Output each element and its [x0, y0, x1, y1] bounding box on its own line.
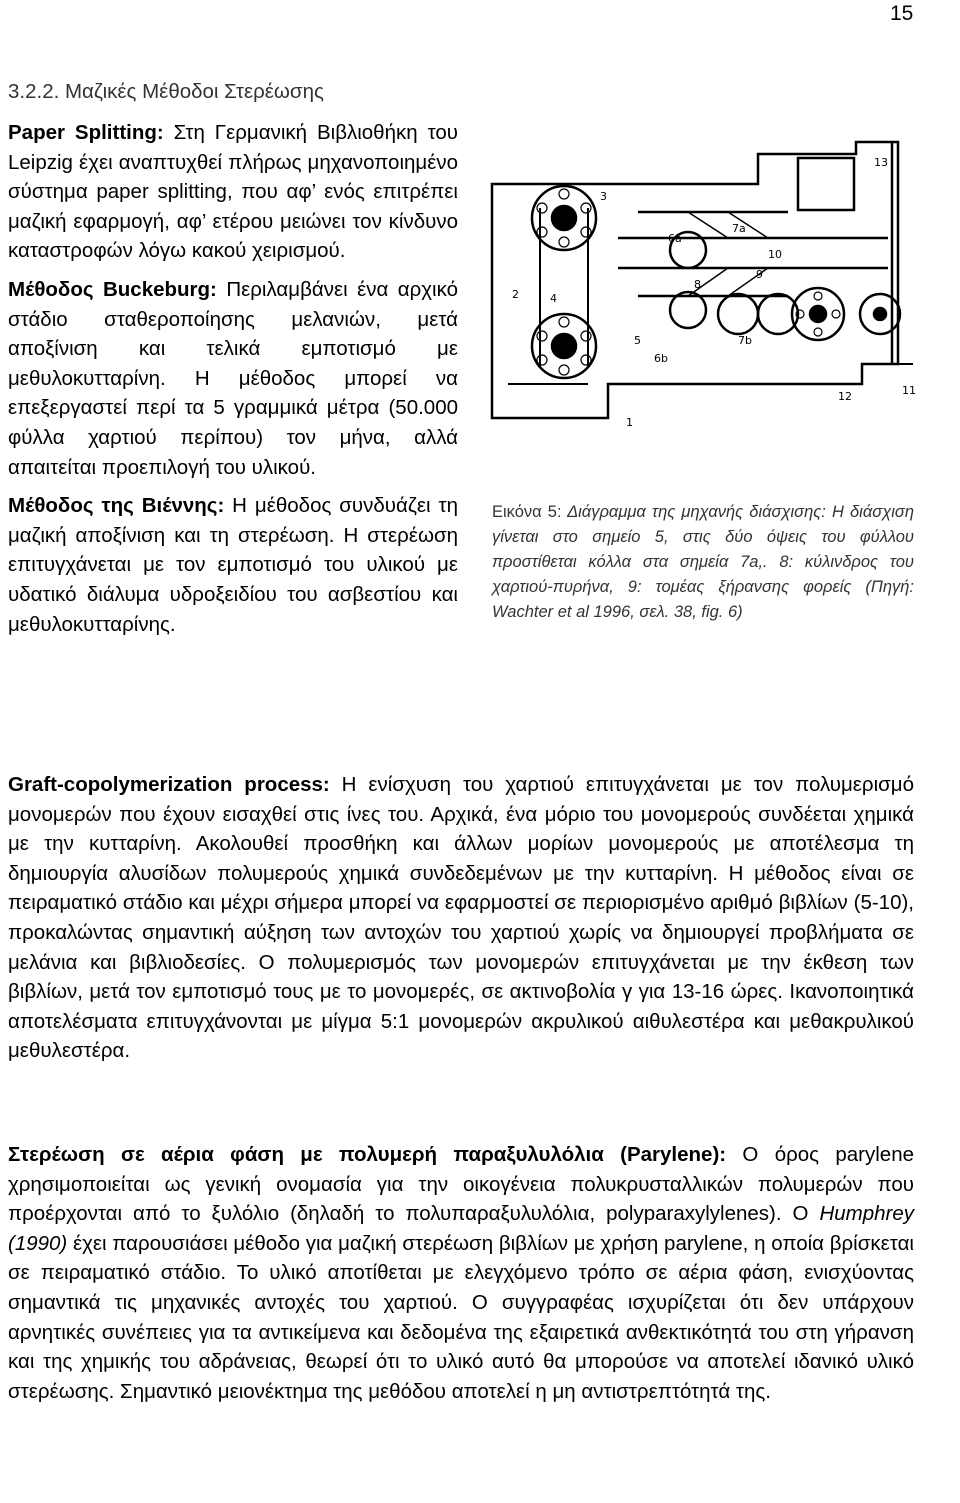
text-vienna: Η μέθοδος συνδυάζει τη μαζική αποξίνιση και τη στερέωση. Η στερέωση επιτυγχάνεται με τον εμποτισμό του υλικού με υδατικό διάλυμα υδροξειδίου του ασβεστίου και μεθυλοκυτταρίνης. [8, 494, 458, 636]
text-parylene-b: έχει παρουσιάσει μέθοδο για μαζική στερέωση βιβλίων με χρήση parylene, η οποία βρίσκεται σε πειραματικό στάδιο. Το υλικό αποτίθεται με ελεγχόμενο τρόπο σε αέρια φάση, ενισχύοντας σημαντικά τις μηχανικές αντοχές του χαρτιού. Ο συγγραφέας ισχυρίζεται ότι δεν υπάρχουν αρνητικές συνέπειες για τα αντικείμενα και δεδομένα της εξαιρετικά ανθεκτικότητά του στη γήρανση και της χημικής του αδράνειας, θεωρεί ότι το υλικό αυτό θα μπορούσε να αποτελεί ιδανικό υλικό στερέωσης. Σημαντικό μειονέκτημα της μεθόδου αποτελεί η μη αντιστρεπτότητά της. [8, 1231, 914, 1403]
parylene-section [8, 1140, 914, 1406]
text-buckeburg: Περιλαμβάνει ένα αρχικό στάδιο σταθεροποίησης μελανιών, μετά αποξίνιση και τελικά εμποτισμό με μεθυλοκυτταρίνη. Η μέθοδος μπορεί να επεξεργαστεί περί τα 5 γραμμικά μέτρα (50.000 φύλλα χαρτιού περίπου) τον μήνα, αλλά απαιτείται προεπιλογή του υλικού. [8, 277, 459, 479]
term-paper-splitting: Paper Splitting: [8, 121, 164, 144]
label-4: 4 [550, 292, 557, 305]
paragraph-parylene [8, 1140, 914, 1406]
page-number: 15 [890, 2, 914, 25]
caption-label: Εικόνα 5: [492, 503, 562, 521]
paragraph-vienna [8, 491, 458, 639]
label-7a: 7a [732, 222, 746, 235]
paragraph-paper-splitting [8, 118, 458, 266]
drying-box [798, 158, 854, 210]
figure-caption [492, 500, 914, 625]
label-1: 1 [626, 416, 633, 429]
label-3: 3 [600, 190, 607, 203]
label-6b: 6b [654, 352, 668, 365]
author-humphrey: Humphrey (1990) [8, 1202, 914, 1255]
paragraph-graft [8, 770, 914, 1066]
label-9: 9 [756, 268, 763, 281]
label-5: 5 [634, 334, 641, 347]
label-13: 13 [874, 156, 888, 169]
label-12: 12 [838, 390, 852, 403]
machine-diagram [488, 138, 920, 438]
term-parylene: Στερέωση σε αέρια φάση με πολυμερή παραξυλυλόλια (Parylene): [8, 1143, 727, 1166]
label-10: 10 [768, 248, 782, 261]
term-graft: Graft-copolymerization process: [8, 773, 330, 796]
label-2: 2 [512, 288, 519, 301]
label-11: 11 [902, 384, 916, 397]
term-vienna: Μέθοδος της Βιέννης: [8, 494, 225, 518]
graft-section [8, 770, 914, 1066]
caption-text: Διάγραμμα της μηχανής διάσχισης: Η διάσχιση γίνεται στο σημείο 5, στις δύο όψεις του φύλλου προστίθεται κόλλα στα σημεία 7a,. 8: κύλινδρος του χαρτιού-πυρήνα, 9: τομέας ξήρανσης φορείς (Πηγή: Wachter et al 1996, σελ. 38, fig. 6) [492, 503, 914, 621]
left-column [8, 118, 458, 648]
text-parylene-a: Ο όρος parylene χρησιμοποιείται ως γενική ονομασία για την οικογένεια πολυκρυσταλλικών πολυμερών που προέρχονται από το ξυλόλιο (δηλαδή το πολυπαραξυλυλόλια, polyparaxylylenes). Ο [8, 1143, 914, 1226]
label-7b: 7b [738, 334, 752, 347]
label-6a: 6a [668, 232, 682, 245]
text-paper-splitting: Στη Γερμανική Βιβλιοθήκη του Leipzig έχει αναπτυχθεί πλήρως μηχανοποιημένο σύστημα paper splitting, που αφ’ ενός επιτρέπει μαζική εφαρμογή, αφ’ ετέρου μειώνει τον κίνδυνο καταστροφών λόγω κακού χειρισμού. [8, 121, 459, 263]
label-8: 8 [694, 278, 701, 291]
text-graft: Η ενίσχυση του χαρτιού επιτυγχάνεται με τον πολυμερισμό μονομερών που έχουν εισαχθεί στις ίνες του. Αρχικά, ένα μόριο του μονομερούς συνδέεται χημικά με την κυτταρίνη. Ακολουθεί προσθήκη και άλλων μορίων μονομερούς με αποτέλεσμα τη δημιουργία αλυσίδων πολυμερούς χημικά συνδεδεμένων με την κυτταρίνη. Η μέθοδος είναι σε πειραματικό στάδιο και μέχρι σήμερα μπορεί να εφαρμοστεί σε περιορισμένο αριθμό βιβλίων (5-10), προκαλώντας σημαντική αύξηση των αντοχών του χαρτιού χωρίς να δημιουργεί προβλήματα σε μελάνια και βιβλιοδεσίες. Ο πολυμερισμός των μονομερών επιτυγχάνεται με την έκθεση των βιβλίων, μετά τον εμποτισμό τους με το μονομερές, σε ακτινοβολία γ για 13-16 ώρες. Ικανοποιητικά αποτελέσματα επιτυγχάνονται με μίγμα 5:1 μονομερών ακρυλικού αιθυλεστέρα και μεθακρυλικού μεθυλεστέρα. [8, 773, 914, 1063]
term-buckeburg: Μέθοδος Buckeburg: [8, 277, 217, 301]
conveyor-belt [618, 212, 888, 296]
paragraph-buckeburg [8, 275, 458, 482]
roller-6b [670, 292, 706, 328]
section-heading: 3.2.2. Μαζικές Μέθοδοι Στερέωσης [8, 80, 324, 103]
